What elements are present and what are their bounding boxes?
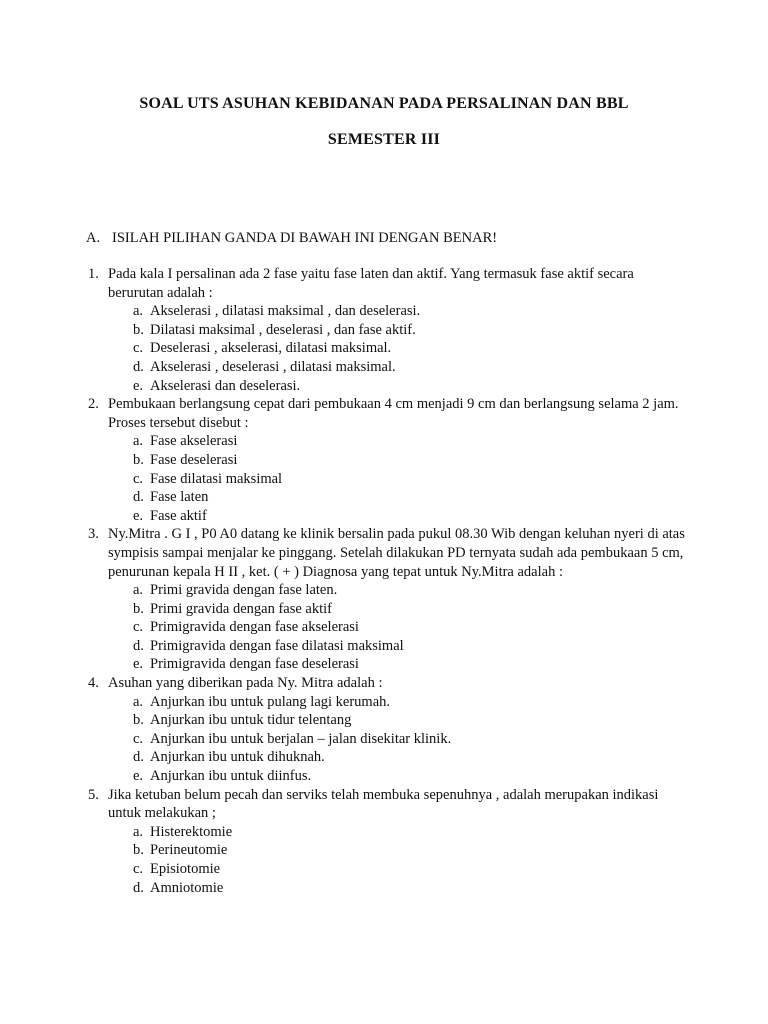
- option-letter: e.: [133, 656, 144, 673]
- option-item: [133, 432, 688, 451]
- question-number: 1.: [88, 266, 99, 282]
- option-item: [133, 470, 688, 489]
- option-letter: d.: [133, 489, 144, 506]
- option-item: [133, 618, 688, 637]
- question-number: 4.: [88, 675, 99, 692]
- option-text: Perineutomie: [150, 842, 228, 859]
- option-item: [133, 488, 688, 507]
- option-text: Primigravida dengan fase deselerasi: [150, 656, 359, 673]
- option-letter: d.: [133, 637, 144, 654]
- option-text: Anjurkan ibu untuk berjalan – jalan disekitar klinik.: [150, 730, 452, 747]
- option-item: [133, 860, 688, 879]
- option-letter: e.: [133, 507, 144, 524]
- option-item: [133, 339, 688, 358]
- option-item: [133, 377, 688, 396]
- document-subtitle: SEMESTER III: [327, 131, 441, 148]
- option-letter: b.: [133, 842, 144, 859]
- option-text: Episiotomie: [150, 861, 221, 877]
- option-text: Primi gravida dengan fase aktif: [150, 600, 332, 617]
- option-letter: b.: [133, 321, 144, 338]
- option-text: Akselerasi , deselerasi , dilatasi maksimal.: [150, 358, 396, 375]
- option-item: [133, 841, 688, 860]
- question-list: [88, 265, 688, 897]
- option-letter: a.: [133, 303, 144, 320]
- option-letter: b.: [133, 451, 144, 468]
- option-text: Primi gravida dengan fase laten.: [150, 582, 338, 599]
- section-letter: A.: [86, 230, 101, 246]
- option-item: [133, 730, 688, 749]
- option-item: [133, 581, 688, 600]
- question-2: [88, 395, 688, 525]
- option-letter: a.: [133, 693, 144, 710]
- option-letter: e.: [133, 768, 144, 785]
- option-letter: b.: [133, 712, 144, 729]
- question-number: 2.: [88, 396, 99, 413]
- option-item: [133, 767, 688, 786]
- option-text: Fase laten: [150, 489, 209, 506]
- option-text: Akselerasi dan deselerasi.: [150, 377, 301, 394]
- option-item: [133, 637, 688, 656]
- option-item: [133, 879, 688, 898]
- option-text: Deselerasi , akselerasi, dilatasi maksimal.: [150, 340, 392, 357]
- question-number: 3.: [88, 526, 99, 543]
- option-text: Amniotomie: [150, 879, 224, 896]
- option-list: [108, 693, 688, 786]
- option-item: [133, 655, 688, 674]
- option-text: Fase akselerasi: [150, 433, 238, 450]
- option-letter: c.: [133, 340, 144, 357]
- option-text: Histerektomie: [150, 823, 233, 840]
- question-4: [88, 674, 688, 786]
- option-letter: c.: [133, 619, 144, 636]
- question-text: Pembukaan berlangsung cepat dari pembukaan 4 cm menjadi 9 cm dan berlangsung selama 2 jam. Proses tersebut disebut :: [108, 396, 679, 431]
- option-text: Fase deselerasi: [150, 451, 238, 468]
- option-letter: a.: [133, 582, 144, 599]
- question-text: Pada kala I persalinan ada 2 fase yaitu fase laten dan aktif. Yang termasuk fase aktif secara berurutan adalah :: [108, 266, 634, 301]
- section-instruction: ISILAH PILIHAN GANDA DI BAWAH INI DENGAN BENAR!: [112, 230, 498, 246]
- option-item: [133, 507, 688, 526]
- option-list: [108, 823, 688, 897]
- option-list: [108, 581, 688, 674]
- option-item: [133, 451, 688, 470]
- option-item: [133, 693, 688, 712]
- question-text: Asuhan yang diberikan pada Ny. Mitra adalah :: [108, 675, 383, 692]
- option-letter: d.: [133, 879, 144, 896]
- option-text: Fase aktif: [150, 507, 207, 524]
- option-text: Primigravida dengan fase akselerasi: [150, 619, 359, 636]
- question-number: 5.: [88, 786, 99, 803]
- option-letter: e.: [133, 377, 144, 394]
- document-title: SOAL UTS ASUHAN KEBIDANAN PADA PERSALINAN DAN BBL: [139, 95, 629, 112]
- option-item: [133, 711, 688, 730]
- option-text: Anjurkan ibu untuk tidur telentang: [150, 712, 352, 729]
- option-item: [133, 600, 688, 619]
- option-letter: a.: [133, 823, 144, 840]
- option-letter: d.: [133, 749, 144, 766]
- option-text: Anjurkan ibu untuk dihuknah.: [150, 749, 325, 766]
- section-heading: [86, 230, 497, 247]
- option-letter: c.: [133, 470, 144, 487]
- option-list: [108, 302, 688, 395]
- question-text: Ny.Mitra . G I , P0 A0 datang ke klinik bersalin pada pukul 08.30 Wib dengan keluhan nyeri di atas sympisis sampai menjalar ke pinggang. Setelah dilakukan PD ternyata sudah ada pembukaan 5 cm, penurunan kepala H II , ket. ( + ) Diagnosa yang tepat untuk Ny.Mitra adalah :: [108, 526, 685, 580]
- option-item: [133, 748, 688, 767]
- option-text: Anjurkan ibu untuk pulang lagi kerumah.: [150, 693, 391, 710]
- question-5: [88, 786, 688, 898]
- question-1: [88, 265, 688, 395]
- option-letter: b.: [133, 600, 144, 617]
- option-letter: d.: [133, 358, 144, 375]
- question-text: Jika ketuban belum pecah dan serviks telah membuka sepenuhnya , adalah merupakan indikasi untuk melakukan ;: [108, 786, 659, 822]
- option-letter: a.: [133, 433, 144, 450]
- option-list: [108, 432, 688, 525]
- option-text: Dilatasi maksimal , deselerasi , dan fase aktif.: [150, 321, 416, 338]
- option-letter: c.: [133, 730, 144, 747]
- option-item: [133, 302, 688, 321]
- option-text: Fase dilatasi maksimal: [150, 470, 283, 487]
- option-item: [133, 823, 688, 842]
- option-item: [133, 321, 688, 340]
- option-text: Primigravida dengan fase dilatasi maksimal: [150, 637, 404, 654]
- option-text: Akselerasi , dilatasi maksimal , dan deselerasi.: [150, 303, 421, 320]
- option-item: [133, 358, 688, 377]
- option-letter: c.: [133, 861, 144, 877]
- option-text: Anjurkan ibu untuk diinfus.: [150, 768, 312, 785]
- question-3: [88, 525, 688, 674]
